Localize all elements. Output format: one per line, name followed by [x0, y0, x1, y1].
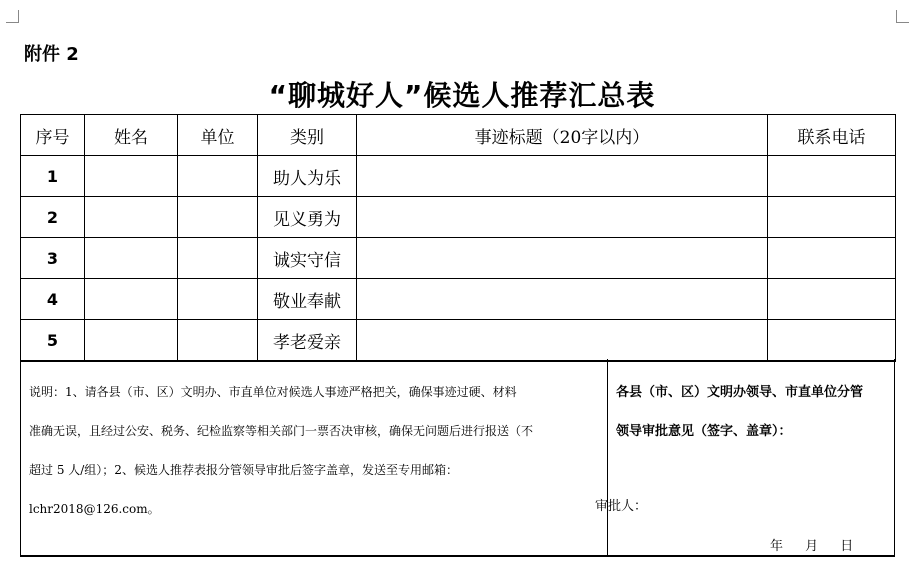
summary-table: [20, 114, 896, 362]
phone-cell[interactable]: [768, 320, 896, 362]
phone-cell[interactable]: [768, 279, 896, 320]
phone-cell[interactable]: [768, 197, 896, 238]
unit-cell[interactable]: [178, 279, 258, 320]
deed-title-cell[interactable]: [357, 197, 768, 238]
category-cell: 见义勇为: [258, 197, 357, 238]
unit-cell[interactable]: [178, 197, 258, 238]
table-row: [21, 156, 896, 197]
notes-section: [20, 359, 895, 557]
note-line: 超过 5 人/组）；2、候选人推荐表报分管领导审批后签字盖章，发送至专用邮箱：: [29, 463, 458, 477]
unit-cell[interactable]: [178, 320, 258, 362]
name-cell[interactable]: [85, 238, 178, 279]
header-serial: 序号: [21, 115, 85, 156]
category-cell: 孝老爱亲: [258, 320, 357, 362]
name-cell[interactable]: [85, 320, 178, 362]
email-address: lchr2018@126.com。: [29, 502, 160, 516]
row-number: 4: [21, 279, 85, 320]
header-category: 类别: [258, 115, 357, 156]
phone-cell[interactable]: [768, 238, 896, 279]
deed-title-cell[interactable]: [357, 320, 768, 362]
table-row: [21, 197, 896, 238]
note-line: 准确无误，且经过公安、税务、纪检监察等相关部门一票否决审核，确保无问题后进行报送（不: [29, 424, 534, 438]
row-number: 2: [21, 197, 85, 238]
table-row: [21, 320, 896, 362]
document-title: “聊城好人”候选人推荐汇总表: [268, 79, 656, 112]
date-label: 年 月 日: [770, 539, 854, 554]
header-unit: 单位: [178, 115, 258, 156]
approval-section: [608, 359, 894, 555]
row-number: 3: [21, 238, 85, 279]
approval-text: 各县（市、区）文明办领导、市直单位分管: [616, 385, 864, 400]
name-cell[interactable]: [85, 279, 178, 320]
deed-title-cell[interactable]: [357, 238, 768, 279]
unit-cell[interactable]: [178, 156, 258, 197]
header-phone: 联系电话: [768, 115, 896, 156]
category-cell: 敬业奉献: [258, 279, 357, 320]
category-cell: 助人为乐: [258, 156, 357, 197]
unit-cell[interactable]: [178, 238, 258, 279]
header-name: 姓名: [85, 115, 178, 156]
deed-title-cell[interactable]: [357, 156, 768, 197]
attachment-label: 附件 2: [24, 44, 79, 65]
name-cell[interactable]: [85, 156, 178, 197]
table-row: [21, 279, 896, 320]
approval-text: 领导审批意见（签字、盖章）：: [616, 424, 792, 439]
header-deed-title: 事迹标题（20字以内）: [357, 115, 768, 156]
phone-cell[interactable]: [768, 156, 896, 197]
table-row: [21, 238, 896, 279]
crop-mark-right: [896, 10, 909, 23]
approver-label: 审批人：: [595, 499, 648, 514]
instructions-note: [21, 359, 608, 555]
deed-title-cell[interactable]: [357, 279, 768, 320]
category-cell: 诚实守信: [258, 238, 357, 279]
table-header-row: [21, 115, 896, 156]
note-line: 说明：1、请各县（市、区）文明办、市直单位对候选人事迹严格把关，确保事迹过硬、材料: [29, 385, 517, 399]
row-number: 1: [21, 156, 85, 197]
crop-mark-left: [6, 10, 19, 23]
row-number: 5: [21, 320, 85, 362]
name-cell[interactable]: [85, 197, 178, 238]
